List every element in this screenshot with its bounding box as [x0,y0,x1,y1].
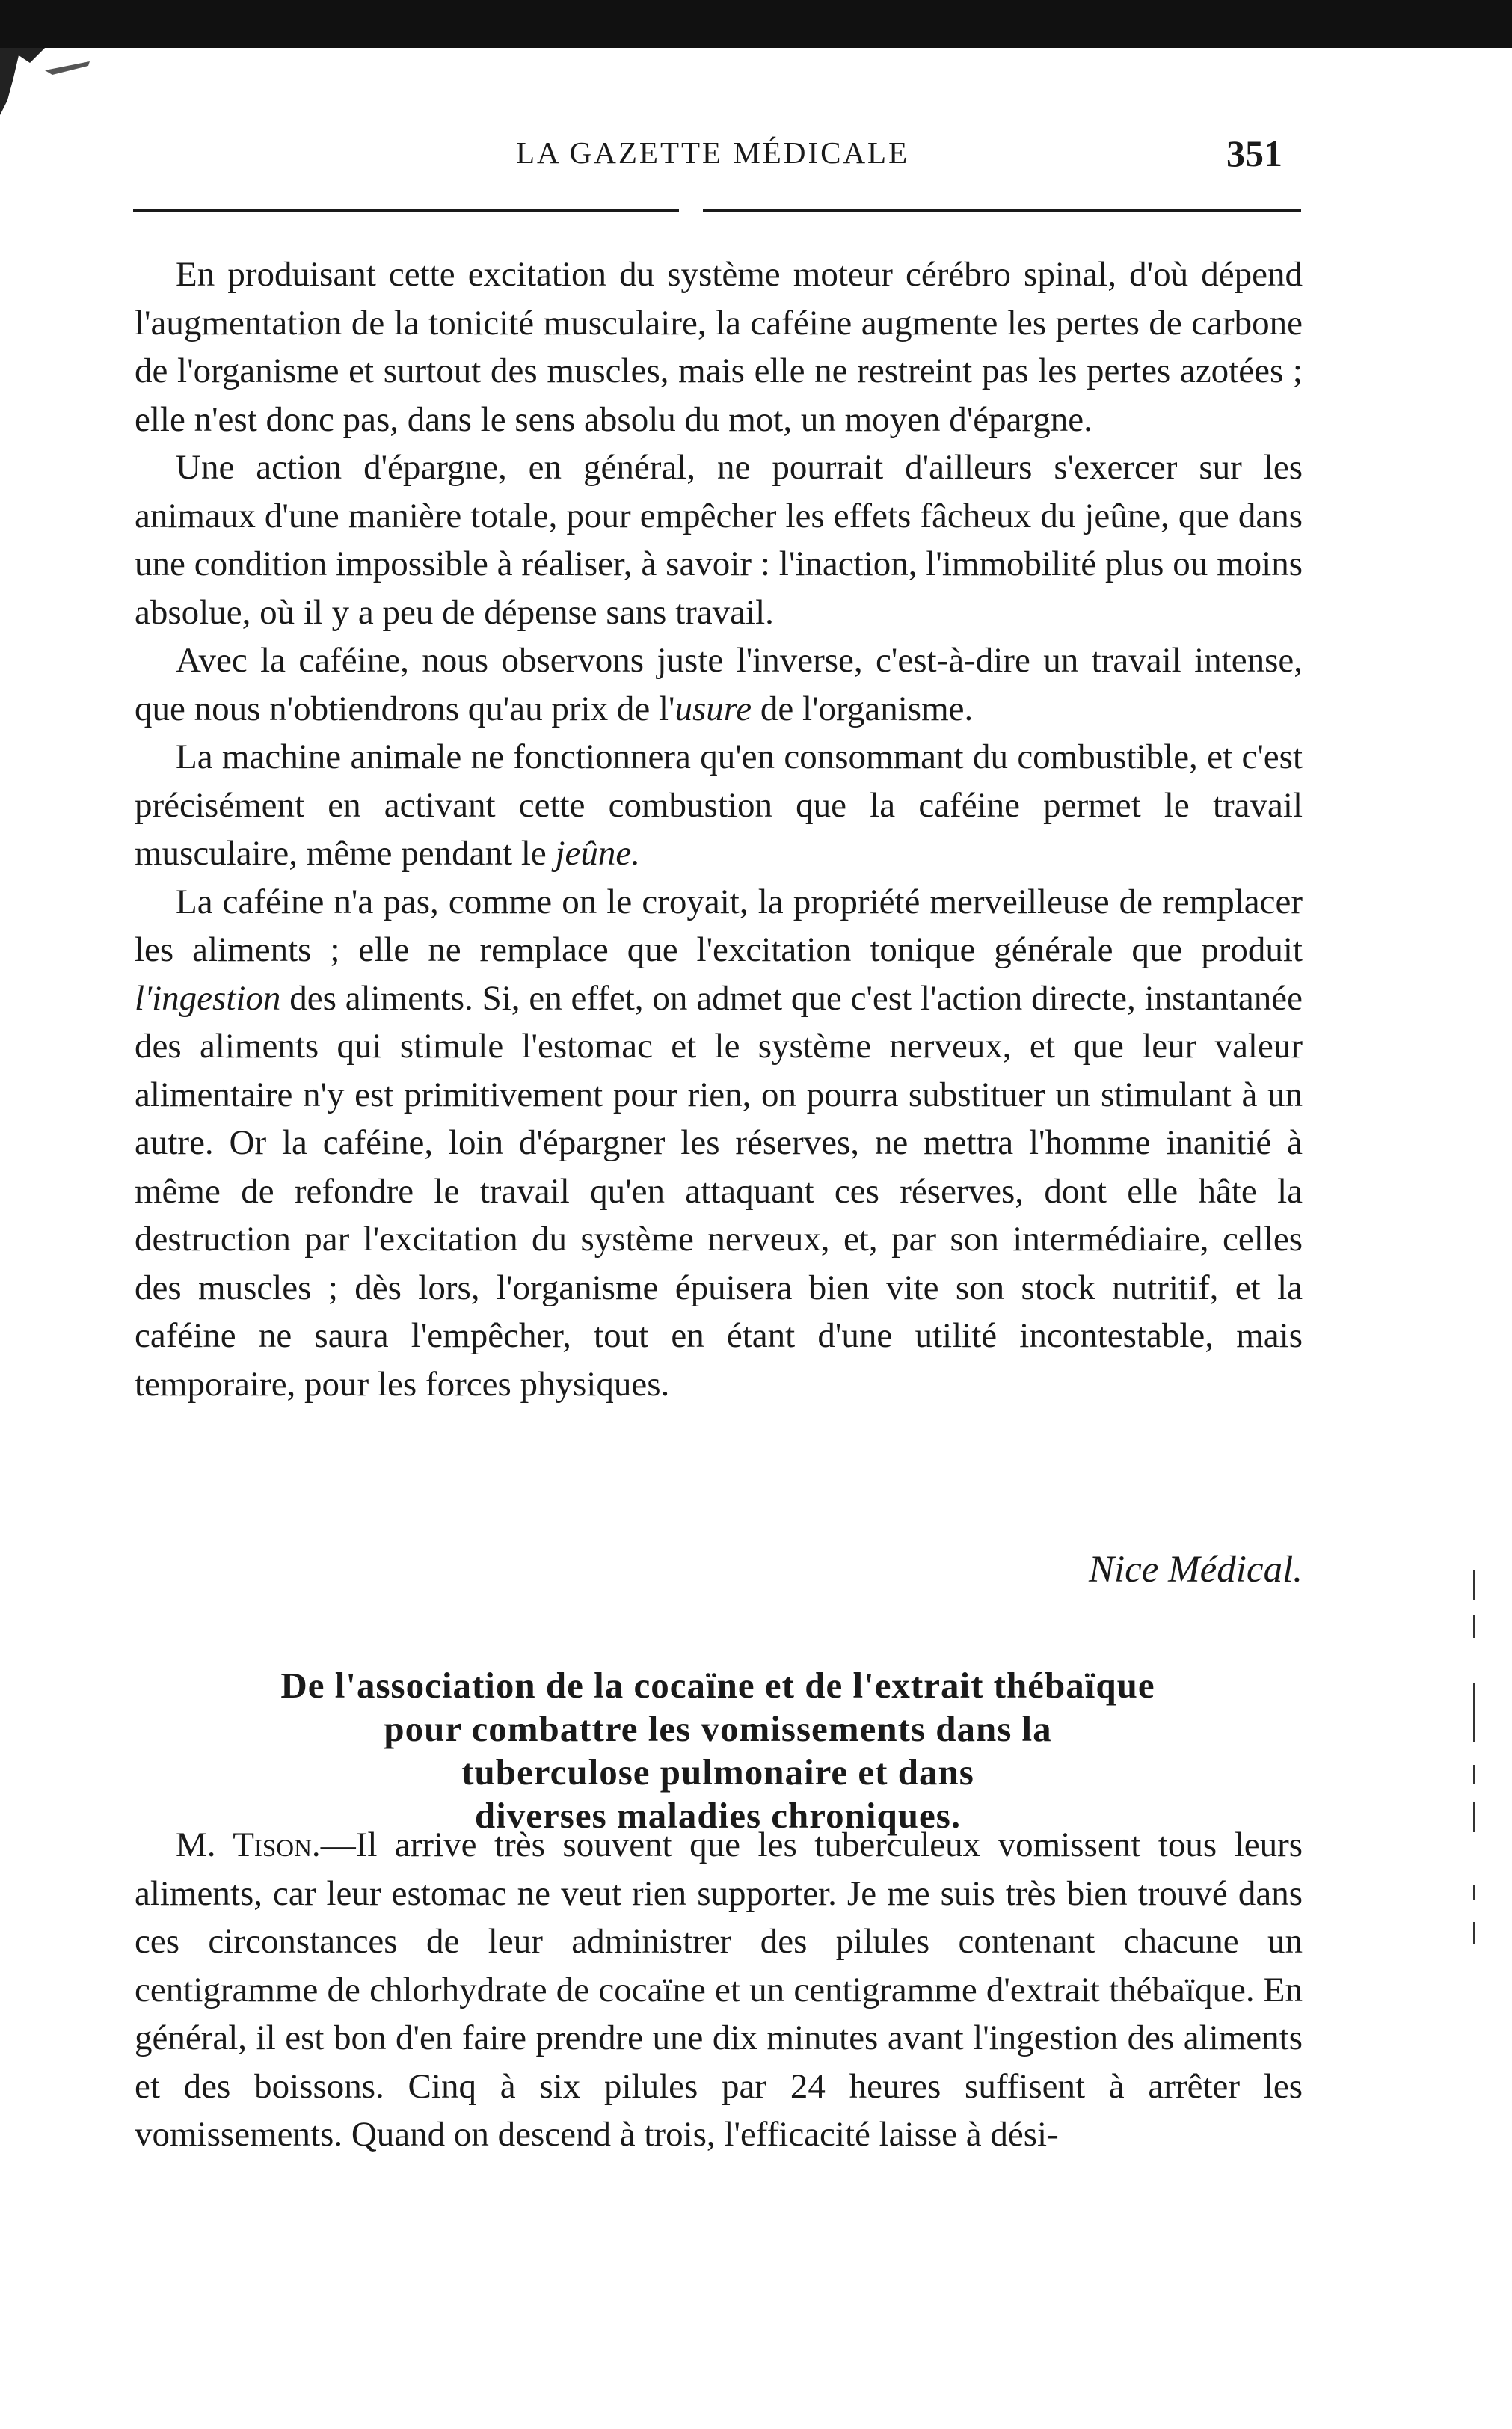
paragraph-text: La machine animale ne fonctionnera qu'en consommant du combustible, et c'est précisément en activant cette combustion que la caféine permet le travail musculaire, même pendant le [135,737,1303,873]
heading-line: diverses maladies chroniques. [474,1795,962,1836]
paragraph-text: La caféine n'a pas, comme on le croyait, la propriété merveilleuse de remplacer les aliments ; elle ne remplace que l'excitation tonique générale que produit [135,882,1303,969]
paragraph [135,1821,1303,2159]
running-title: LA GAZETTE MÉDICALE [516,135,910,170]
header-rule-right [703,209,1301,212]
paragraph [135,251,1303,443]
speaker-name: M. Tison. [176,1825,321,1864]
page-number: 351 [1226,132,1282,174]
heading-line: pour combattre les vomissements dans la [384,1708,1052,1749]
paragraph-text: des aliments. Si, en effet, on admet que c'est l'action directe, instantanée des aliments qui stimule l'estomac et le système nerveux, et que leur valeur alimentaire n'y est primitivement pour rien, on pourra substituer un stimulant à un autre. Or la caféine, loin d'épargner les réserves, ne mettra l'homme inanitié à même de refondre le travail qu'en attaquant ces réserves, dont elle hâte la destruction par l'excitation du système nerveux, et, par son intermédiaire, celles des muscles ; dès lors, l'organisme épuisera bien vite son stock nutritif, et la caféine ne saura l'empêcher, tout en étant d'une utilité incontestable, mais temporaire, pour les forces physiques. [135,978,1303,1404]
italic-term: usure [674,689,752,728]
heading-line: De l'association de la cocaïne et de l'extrait thébaïque [280,1665,1155,1706]
paragraph [135,878,1303,1409]
paragraph-text: En produisant cette excitation du système moteur cérébro spinal, d'où dépend l'augmentation de la tonicité musculaire, la caféine augmente les pertes de carbone de l'organisme et surtout des muscles, mais elle ne restreint pas les pertes azotées ; elle n'est donc pas, dans le sens absolu du mot, un moyen d'épargne. [135,255,1303,439]
paragraph [135,636,1303,733]
article-cocaine-body [135,1821,1303,2159]
paragraph-text: Une action d'épargne, en général, ne pourrait d'ailleurs s'exercer sur les animaux d'une manière totale, pour empêcher les effets fâcheux du jeûne, que dans une condition impossible à réaliser, à savoir : l'inaction, l'immobilité plus ou moins absolue, où il y a peu de dépense sans travail. [135,448,1303,632]
source-signature: Nice Médical. [1088,1549,1303,1591]
italic-term: l'ingestion [135,978,281,1018]
heading-line: tuberculose pulmonaire et dans [461,1751,974,1793]
header-rule-left [133,209,679,212]
article-caffeine-body [135,251,1303,1408]
italic-term: jeûne. [555,834,641,873]
paragraph-text: de l'organisme. [752,689,974,728]
paragraph [135,443,1303,636]
paragraph-text: Avec la caféine, nous observons juste l'inverse, c'est-à-dire un travail intense, que nous n'obtiendrons qu'au prix de l' [135,641,1303,728]
paragraph-text: —Il arrive très souvent que les tuberculeux vomissent tous leurs aliments, car leur estomac ne veut rien supporter. Je me suis très bien trouvé dans ces circonstances de leur administrer des pilules contenant chacune un centigramme de chlorhydrate de cocaïne et un centigramme d'extrait thébaïque. En général, il est bon d'en faire prendre une dix minutes avant l'ingestion des aliments et des boissons. Cinq à six pilules par 24 heures suffisent à arrêter les vomissements. Quand on descend à trois, l'efficacité laisse à dési- [135,1825,1303,2154]
article-heading [120,1664,1316,1837]
running-head [0,132,1512,184]
scan-margin-marks [1466,1570,1488,2019]
scan-corner-mark [0,48,97,115]
scan-top-border [0,0,1512,48]
paragraph [135,733,1303,878]
